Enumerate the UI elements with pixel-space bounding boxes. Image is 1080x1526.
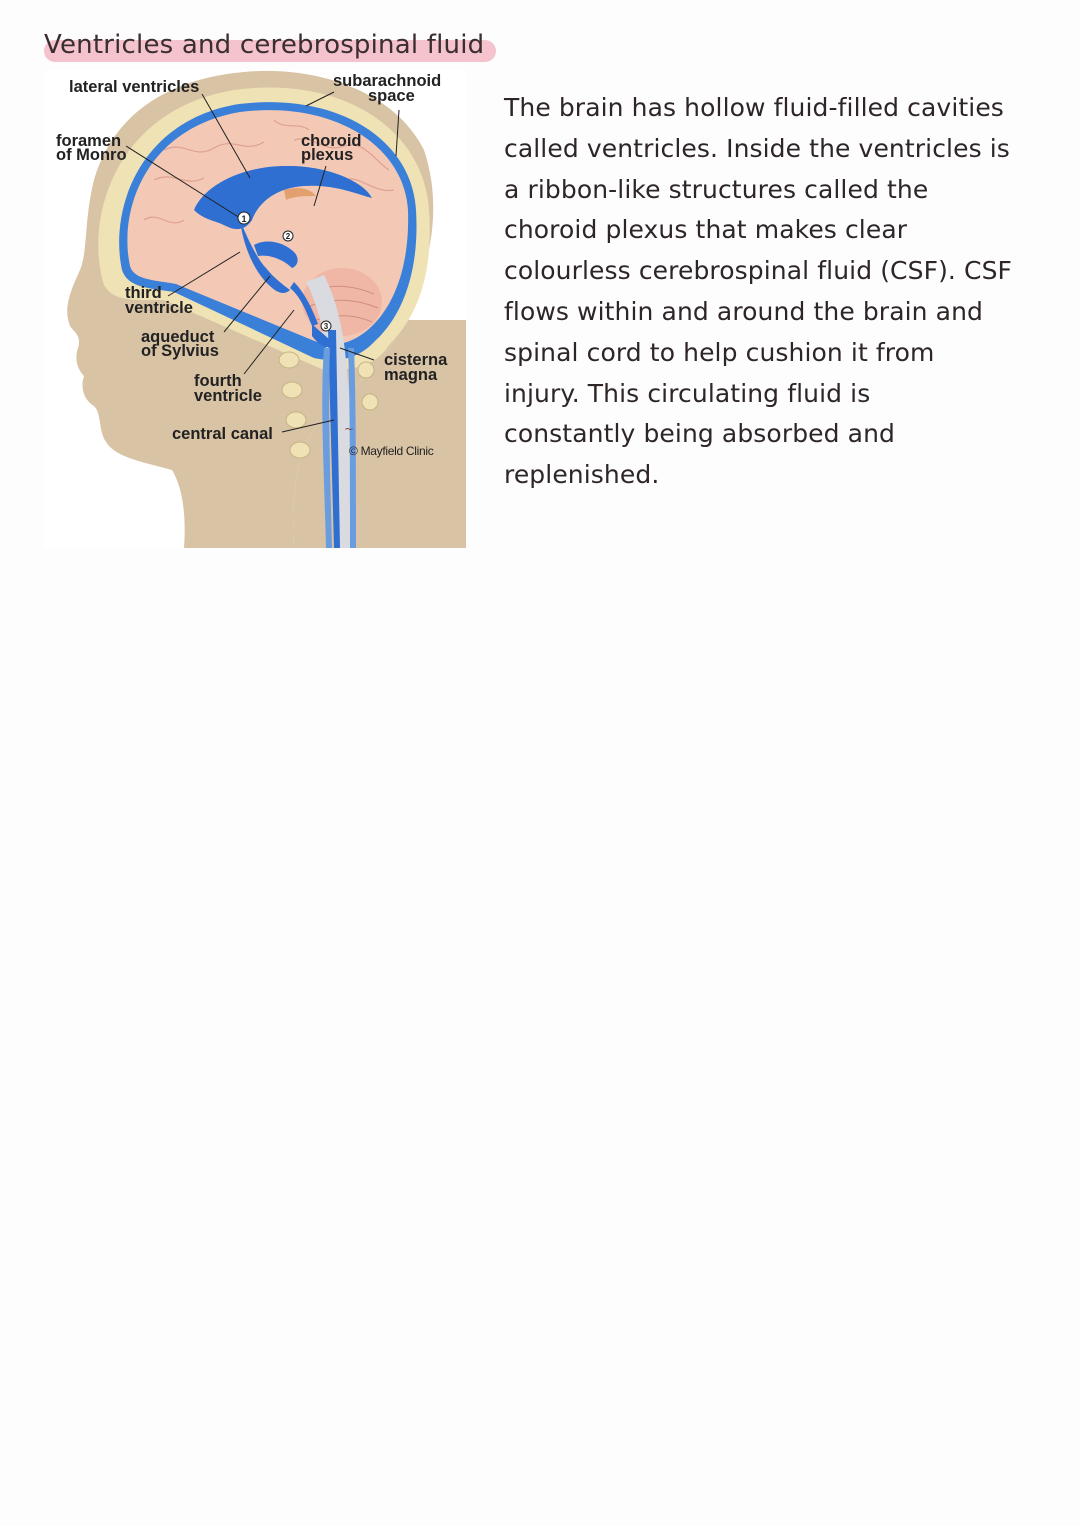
paragraph-line: spinal cord to help cushion it from — [504, 337, 935, 367]
paragraph-line: replenished. — [504, 460, 660, 490]
marker-1-label: 1 — [241, 214, 247, 224]
label-lateral-ventricles: lateral ventricles — [69, 78, 200, 96]
label-fourth-ventricle: ventricle — [194, 387, 262, 405]
label-subarachnoid-space: space — [368, 87, 415, 105]
label-foramen: foramen — [56, 132, 122, 150]
paragraph-line: a ribbon-like structures called the — [504, 174, 929, 204]
paragraph-line: colourless cerebrospinal fluid (CSF). CSF — [504, 256, 1013, 286]
paragraph-line: injury. This circulating fluid is — [504, 378, 871, 408]
label-central-canal: central canal — [172, 425, 273, 443]
label-choroid-plexus: plexus — [301, 146, 354, 164]
label-third: third — [125, 284, 162, 302]
label-subarachnoid: subarachnoid — [333, 72, 442, 90]
label-cisterna: cisterna — [384, 351, 448, 369]
paragraph-line: constantly being absorbed and — [504, 419, 896, 449]
image-credit: © Mayfield Clinic — [349, 444, 434, 458]
paragraph-line: called ventricles. Inside the ventricles is — [504, 133, 1010, 163]
marker-2-label: 2 — [285, 232, 291, 241]
paragraph-line: flows within and around the brain and — [504, 296, 983, 326]
label-third-ventricle: ventricle — [125, 299, 193, 317]
label-cisterna-magna: magna — [384, 366, 438, 384]
paragraph-line: The brain has hollow fluid-filled cavities — [504, 93, 1004, 122]
label-foramen-of-monro: of Monro — [56, 146, 127, 164]
label-fourth: fourth — [194, 372, 242, 390]
description-paragraph — [504, 88, 1064, 496]
marker-3-label: 3 — [323, 322, 329, 331]
artist-signature: ~ — [344, 422, 355, 436]
label-aqueduct-of-sylvius: of Sylvius — [141, 342, 219, 360]
page-title: Ventricles and cerebrospinal fluid — [44, 30, 485, 60]
label-choroid: choroid — [301, 132, 362, 150]
brain-ventricles-diagram — [44, 70, 466, 548]
paragraph-line: choroid plexus that makes clear — [504, 215, 908, 245]
label-aqueduct: aqueduct — [141, 328, 215, 346]
